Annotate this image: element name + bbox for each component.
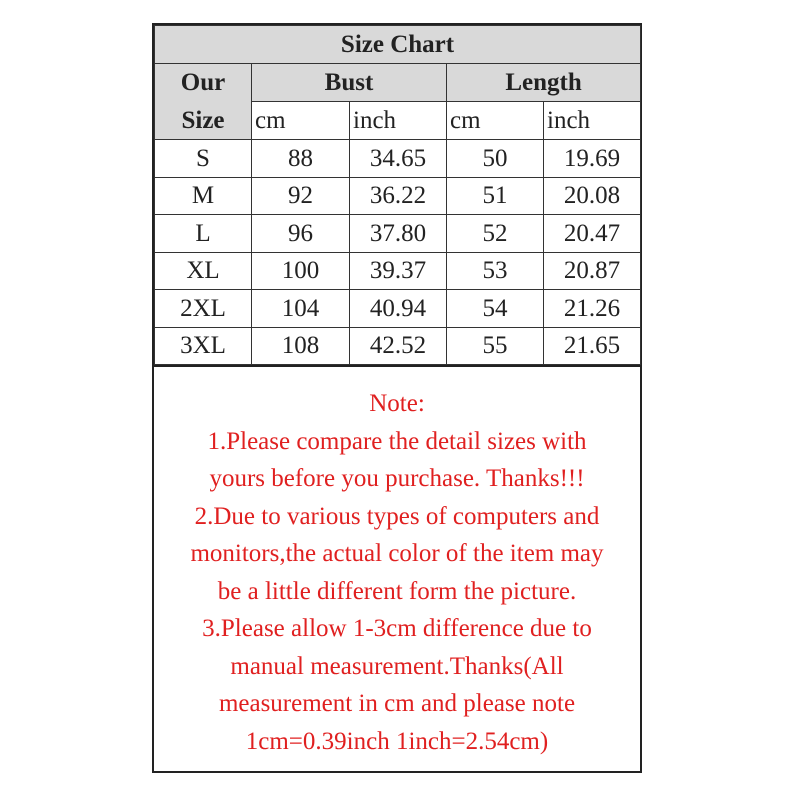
bust-inch-cell: 34.65 [350, 140, 447, 178]
length-cm-cell: 55 [447, 327, 544, 365]
note-section [154, 365, 640, 760]
bust-inch-cell: 36.22 [350, 177, 447, 215]
bust-inch-cell: 40.94 [350, 290, 447, 328]
bust-cm-cell: 96 [252, 215, 350, 253]
bust-inch-cell: 37.80 [350, 215, 447, 253]
bust-cm-cell: 88 [252, 140, 350, 178]
size-cell: 2XL [155, 290, 252, 328]
table-row [155, 252, 641, 290]
size-cell: XL [155, 252, 252, 290]
size-chart [152, 23, 642, 773]
our-size-header-top: Our [155, 64, 252, 102]
bust-cm-cell: 100 [252, 252, 350, 290]
size-cell: L [155, 215, 252, 253]
table-row [155, 290, 641, 328]
chart-title: Size Chart [155, 26, 641, 64]
bust-cm-cell: 92 [252, 177, 350, 215]
size-table [154, 25, 641, 365]
bust-header: Bust [252, 64, 447, 102]
table-row [155, 215, 641, 253]
header-row-1 [155, 64, 641, 102]
bust-cm-cell: 108 [252, 327, 350, 365]
note-line: 1cm=0.39inch 1inch=2.54cm) [245, 727, 549, 755]
length-inch-cell: 19.69 [544, 140, 641, 178]
length-cm-cell: 53 [447, 252, 544, 290]
note-line: 1.Please compare the detail sizes with [207, 427, 587, 455]
length-header: Length [447, 64, 641, 102]
note-line: monitors,the actual color of the item may [190, 540, 604, 567]
length-cm-cell: 54 [447, 290, 544, 328]
note-line: 2.Due to various types of computers and [194, 502, 600, 530]
size-cell: 3XL [155, 327, 252, 365]
length-cm-cell: 51 [447, 177, 544, 215]
header-row-2 [155, 102, 641, 140]
our-size-header-bottom: Size [155, 102, 252, 140]
unit-length-cm: cm [447, 102, 544, 140]
size-cell: M [155, 177, 252, 215]
note-heading: Note: [369, 390, 425, 417]
length-inch-cell: 20.47 [544, 215, 641, 253]
note-line: manual measurement.Thanks(All [230, 652, 564, 680]
table-row [155, 177, 641, 215]
bust-inch-cell: 42.52 [350, 327, 447, 365]
table-row [155, 140, 641, 178]
bust-inch-cell: 39.37 [350, 252, 447, 290]
note-line: measurement in cm and please note [218, 690, 576, 717]
note-line: 3.Please allow 1-3cm difference due to [202, 615, 592, 642]
length-cm-cell: 50 [447, 140, 544, 178]
unit-length-inch: inch [544, 102, 641, 140]
unit-bust-cm: cm [252, 102, 350, 140]
note-line: be a little different form the picture. [217, 577, 577, 605]
length-inch-cell: 20.08 [544, 177, 641, 215]
length-inch-cell: 21.65 [544, 327, 641, 365]
unit-bust-inch: inch [350, 102, 447, 140]
length-inch-cell: 21.26 [544, 290, 641, 328]
length-cm-cell: 52 [447, 215, 544, 253]
size-cell: S [155, 140, 252, 178]
bust-cm-cell: 104 [252, 290, 350, 328]
title-row [155, 26, 641, 64]
note-line: yours before you purchase. Thanks!!! [209, 465, 585, 492]
table-row [155, 327, 641, 365]
length-inch-cell: 20.87 [544, 252, 641, 290]
